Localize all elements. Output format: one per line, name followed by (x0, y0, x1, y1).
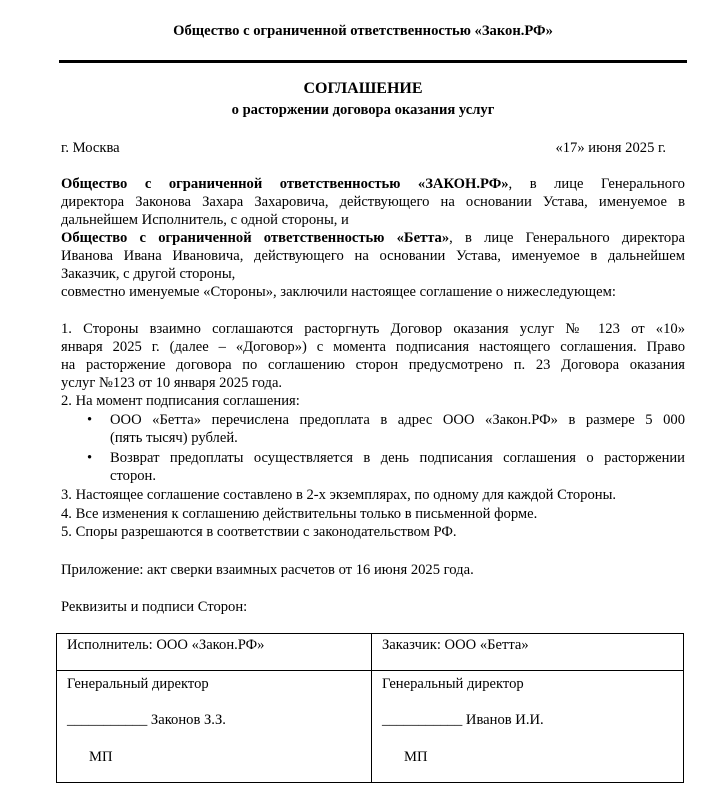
bullet-icon: • (87, 412, 93, 428)
customer-stamp: МП (404, 748, 428, 765)
party1-line2: директора Законова Захара Захаровича, действующего на основании Устава, именуемое в (61, 194, 685, 210)
bullet-1-line2: (пять тысяч) рублей. (110, 430, 238, 446)
customer-name: Иванов И.И. (462, 712, 544, 729)
clause-1-line1: 1. Стороны взаимно соглашаются расторгнуть Договор оказания услуг № 123 от «10» (61, 321, 685, 337)
clause-1-line4: услуг №123 от 10 января 2025 года. (61, 375, 283, 391)
signature-table (56, 633, 684, 783)
clause-4: 4. Все изменения к соглашению действительны только в письменной форме. (61, 506, 538, 522)
table-row (57, 671, 684, 783)
clause-1-line2: января 2025 г. (далее – «Договор») с момента подписания настоящего соглашения. Право (61, 339, 685, 355)
executor-name: Законов З.З. (147, 712, 226, 729)
bullet-2-line1: Возврат предоплаты осуществляется в день подписания соглашения о расторжении (110, 450, 685, 466)
party2-name: Общество с ограниченной ответственностью «Бетта» (61, 230, 450, 246)
appendix-note: Приложение: акт сверки взаимных расчетов от 16 июня 2025 года. (61, 562, 474, 578)
party2-line1: Общество с ограниченной ответственностью «Бетта», в лице Генерального директора (61, 230, 685, 246)
customer-position: Генеральный директор (382, 676, 524, 692)
table-row (57, 634, 684, 671)
party2-line2: Иванова Ивана Ивановича, действующего на основании Устава, именуемое в дальнейшем (61, 248, 685, 264)
customer-header: Заказчик: ООО «Бетта» (372, 634, 684, 671)
executor-position: Генеральный директор (67, 676, 209, 692)
bullet-1-line1: ООО «Бетта» перечислена предоплата в адрес ООО «Закон.РФ» в размере 5 000 (110, 412, 685, 428)
bullet-icon: • (87, 450, 93, 466)
document-date: «17» июня 2025 г. (555, 140, 666, 156)
executor-stamp: МП (89, 748, 113, 765)
executor-signature-cell (57, 671, 372, 783)
customer-signature-cell (372, 671, 684, 783)
clause-5: 5. Споры разрешаются в соответствии с законодательством РФ. (61, 524, 457, 540)
city: г. Москва (61, 140, 120, 156)
organization-header: Общество с ограниченной ответственностью «Закон.РФ» (173, 23, 553, 39)
clause-1-line3: на расторжение договора по соглашению сторон предусмотрено п. 23 Договора оказания (61, 357, 685, 373)
bullet-2-line2: сторон. (110, 468, 157, 484)
party1-name: Общество с ограниченной ответственностью «ЗАКОН.РФ» (61, 176, 509, 192)
executor-signature-line (67, 711, 361, 729)
party1-line3: дальнейшем Исполнитель, с одной стороны, и (61, 212, 349, 228)
signature-blank: ___________ (382, 712, 463, 729)
clause-3: 3. Настоящее соглашение составлено в 2-х экземплярах, по одному для каждой Стороны. (61, 487, 617, 503)
signature-blank: ___________ (67, 712, 148, 729)
customer-signature-line (382, 711, 673, 729)
requisites-heading: Реквизиты и подписи Сторон: (61, 599, 248, 615)
header-divider (59, 60, 687, 63)
party1-line1: Общество с ограниченной ответственностью «ЗАКОН.РФ», в лице Генерального (61, 176, 685, 192)
clause-2: 2. На момент подписания соглашения: (61, 393, 300, 409)
party2-line3: Заказчик, с другой стороны, (61, 266, 236, 282)
document-subtitle: о расторжении договора оказания услуг (231, 102, 495, 118)
document-title: СОГЛАШЕНИЕ (303, 80, 423, 97)
joint-naming: совместно именуемые «Стороны», заключили настоящее соглашение о нижеследующем: (61, 284, 616, 300)
executor-header: Исполнитель: ООО «Закон.РФ» (57, 634, 372, 671)
